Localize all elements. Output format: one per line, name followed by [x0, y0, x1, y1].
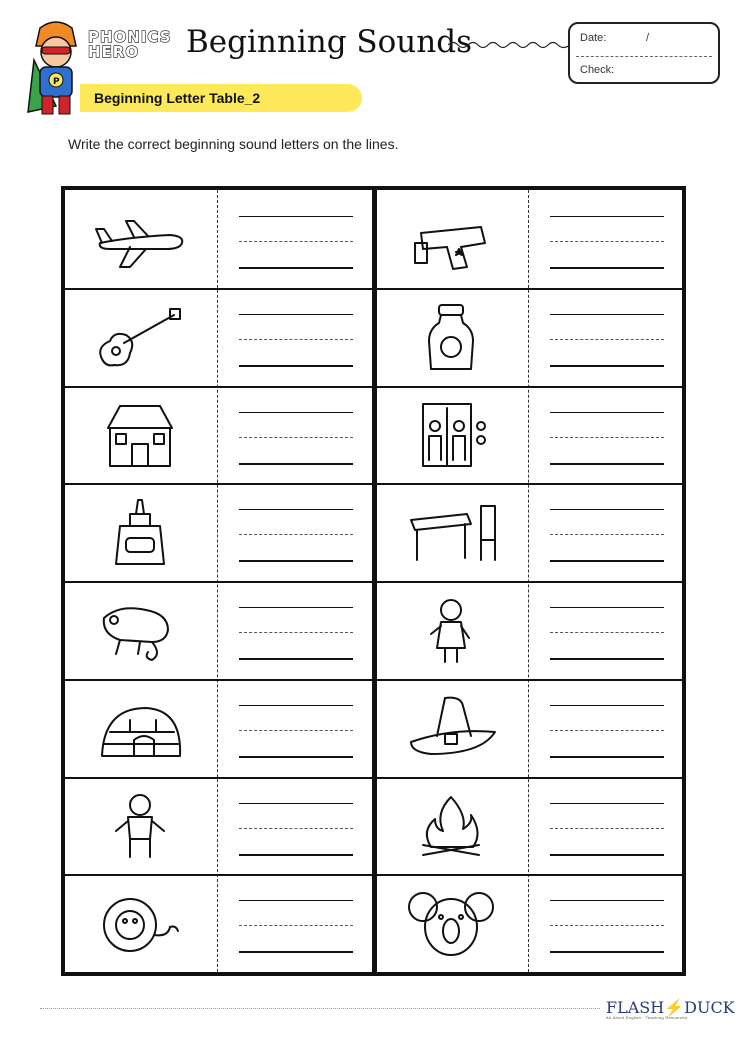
answer-writing-lines[interactable] [550, 793, 664, 857]
writing-mid-line [550, 925, 664, 926]
airplane-icon [65, 193, 215, 285]
svg-text:P: P [53, 77, 60, 87]
answer-writing-lines[interactable] [239, 695, 353, 759]
writing-base-line [239, 267, 353, 269]
brand-line-2: HERO [88, 43, 140, 61]
fire-icon [376, 779, 526, 871]
writing-top-line [239, 900, 353, 901]
writing-base-line [239, 365, 353, 367]
page-subtitle: Beginning Letter Table_2 [94, 90, 261, 106]
writing-mid-line [550, 534, 664, 535]
page-title: Beginning Sounds [186, 24, 472, 60]
writing-top-line [239, 705, 353, 706]
answer-writing-lines[interactable] [550, 402, 664, 466]
writing-top-line [239, 803, 353, 804]
logo-text-left: FLASH [606, 998, 665, 1017]
writing-top-line [550, 314, 664, 315]
writing-top-line [550, 509, 664, 510]
elevator-icon [376, 388, 526, 480]
check-label: Check: [580, 64, 615, 76]
writing-base-line [550, 560, 664, 562]
writing-mid-line [550, 632, 664, 633]
writing-base-line [550, 267, 664, 269]
date-check-box [568, 22, 720, 84]
writing-mid-line [239, 437, 353, 438]
writing-top-line [239, 509, 353, 510]
row-divider [65, 386, 682, 388]
answer-writing-lines[interactable] [239, 793, 353, 857]
toy-gun-icon [376, 193, 526, 285]
wave-decoration [448, 38, 570, 52]
writing-mid-line [239, 339, 353, 340]
writing-base-line [239, 658, 353, 660]
writing-mid-line [550, 437, 664, 438]
writing-top-line [239, 216, 353, 217]
phonics-hero-logo [88, 30, 170, 60]
house-icon [65, 388, 215, 480]
writing-base-line [550, 365, 664, 367]
writing-base-line [239, 951, 353, 953]
date-divider [576, 56, 712, 57]
chameleon-icon [65, 584, 215, 676]
answer-writing-lines[interactable] [550, 206, 664, 270]
writing-base-line [550, 658, 664, 660]
worksheet-table [61, 186, 686, 976]
row-divider [65, 679, 682, 681]
brand-line-1: PHONICS [88, 28, 172, 46]
boy-icon [65, 779, 215, 871]
writing-top-line [550, 412, 664, 413]
writing-top-line [239, 314, 353, 315]
writing-mid-line [550, 241, 664, 242]
writing-top-line [550, 705, 664, 706]
writing-mid-line [550, 339, 664, 340]
writing-mid-line [550, 828, 664, 829]
hat-icon [376, 682, 526, 774]
instruction-text: Write the correct beginning sound letters on the lines. [68, 136, 399, 152]
writing-base-line [550, 951, 664, 953]
answer-writing-lines[interactable] [239, 499, 353, 563]
row-divider [65, 581, 682, 583]
writing-mid-line [239, 730, 353, 731]
mascot-hero-icon [26, 20, 88, 118]
writing-mid-line [239, 925, 353, 926]
answer-writing-lines[interactable] [550, 597, 664, 661]
koala-icon [376, 877, 526, 969]
writing-base-line [550, 854, 664, 856]
writing-top-line [239, 607, 353, 608]
footer-rule [40, 1008, 600, 1009]
header [0, 0, 748, 120]
lightning-icon: ⚡ [664, 998, 685, 1017]
writing-base-line [239, 854, 353, 856]
igloo-icon [65, 682, 215, 774]
row-divider [65, 777, 682, 779]
row-divider [65, 874, 682, 876]
writing-top-line [550, 803, 664, 804]
bottle-icon [376, 291, 526, 383]
answer-writing-lines[interactable] [239, 890, 353, 954]
answer-writing-lines[interactable] [239, 304, 353, 368]
row-divider [65, 483, 682, 485]
writing-mid-line [550, 730, 664, 731]
answer-writing-lines[interactable] [239, 206, 353, 270]
logo-tagline: All About English · Teaching Resources [606, 1015, 688, 1020]
writing-top-line [550, 900, 664, 901]
writing-mid-line [239, 534, 353, 535]
date-separator: / [646, 32, 650, 44]
writing-base-line [239, 756, 353, 758]
answer-writing-lines[interactable] [239, 402, 353, 466]
row-divider [65, 288, 682, 290]
answer-writing-lines[interactable] [550, 499, 664, 563]
guitar-icon [65, 291, 215, 383]
girl-icon [376, 584, 526, 676]
lion-icon [65, 877, 215, 969]
writing-top-line [239, 412, 353, 413]
answer-writing-lines[interactable] [550, 695, 664, 759]
writing-top-line [550, 607, 664, 608]
date-label: Date: [580, 32, 607, 44]
answer-writing-lines[interactable] [239, 597, 353, 661]
writing-base-line [550, 463, 664, 465]
glue-icon [65, 486, 215, 578]
writing-mid-line [239, 632, 353, 633]
desk-and-chair-icon [376, 486, 526, 578]
writing-top-line [550, 216, 664, 217]
answer-writing-lines[interactable] [550, 890, 664, 954]
writing-base-line [239, 560, 353, 562]
writing-base-line [550, 756, 664, 758]
answer-writing-lines[interactable] [550, 304, 664, 368]
writing-mid-line [239, 241, 353, 242]
writing-base-line [239, 463, 353, 465]
writing-mid-line [239, 828, 353, 829]
flashduck-logo [606, 998, 735, 1020]
logo-text-right: DUCK [684, 998, 735, 1017]
